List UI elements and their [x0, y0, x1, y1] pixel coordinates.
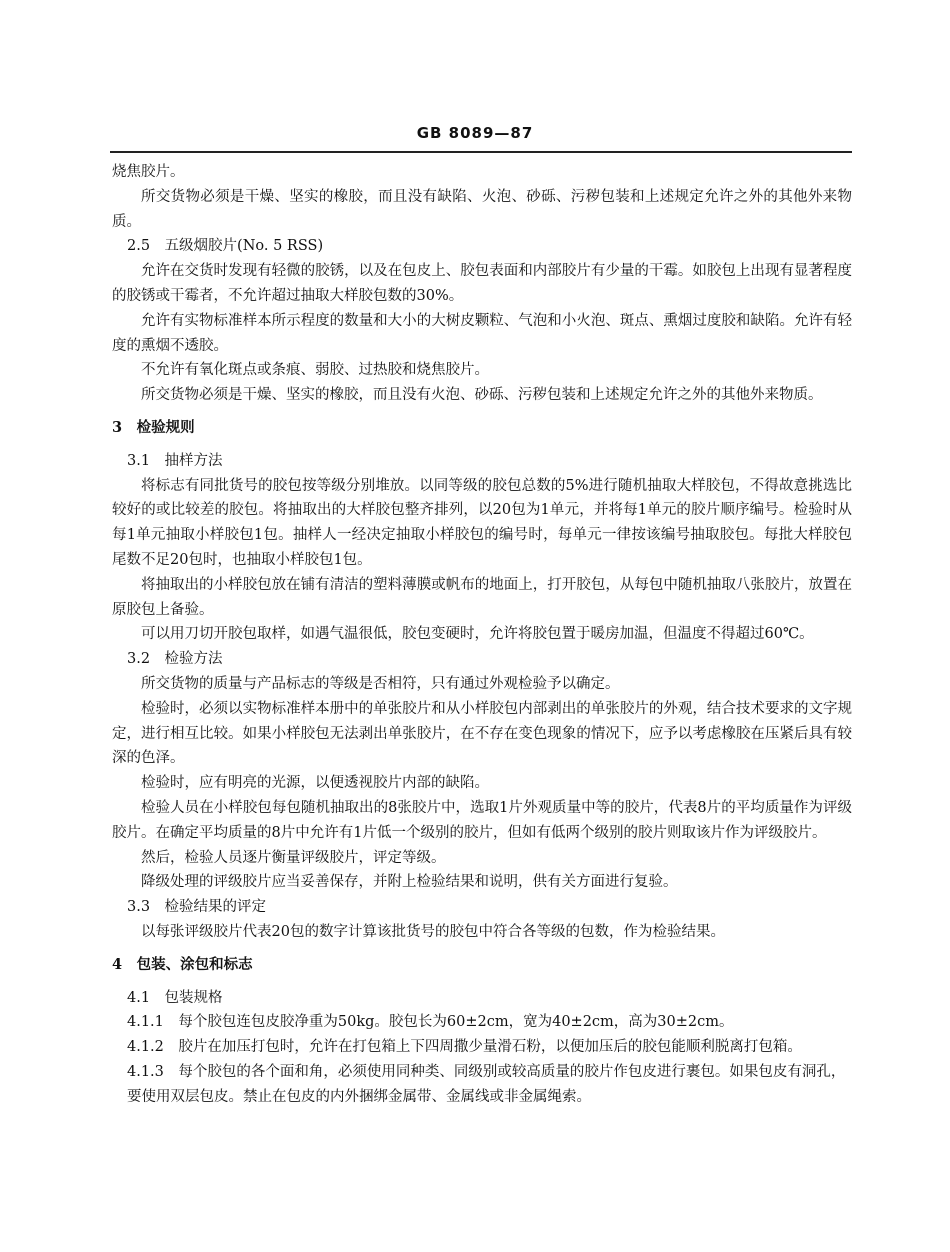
clause-paragraph: 4.1.1 每个胶包连包皮胶净重为50kg。胶包长为60±2cm，宽为40±2cm，高为30±2cm。 [127, 1014, 734, 1031]
body-paragraph: 允许在交货时发现有轻微的胶锈，以及在包皮上、胶包表面和内部胶片有少量的干霉。如胶包上出现有显著程度的胶锈或干霉者，不允许超过抽取大样胶包数的30%。 [112, 263, 852, 304]
clause-paragraph: 3.2 检验方法 [127, 651, 223, 668]
clause-paragraph: 3.3 检验结果的评定 [127, 899, 267, 916]
body-paragraph: 所交货物必须是干燥、坚实的橡胶，而且没有缺陷、火泡、砂砾、污秽包装和上述规定允许之外的其他外来物质。 [112, 188, 852, 230]
clause-paragraph: 4.1.2 胶片在加压打包时，允许在打包箱上下四周撒少量滑石粉，以便加压后的胶包能顺利脱离打包箱。 [127, 1039, 802, 1056]
clause-paragraph: 2.5 五级烟胶片(No. 5 RSS) [127, 238, 324, 255]
clause-paragraph: 4.1.3 每个胶包的各个面和角，必须使用同种类、同级别或较高质量的胶片作包皮进行裹包。如果包皮有洞孔，要使用双层包皮。禁止在包皮的内外捆绑金属带、金属线或非金属绳索。 [127, 1063, 846, 1105]
body-paragraph: 检验时，必须以实物标准样本册中的单张胶片和从小样胶包内部剥出的单张胶片的外观，结合技术要求的文字规定，进行相互比较。如果小样胶包无法剥出单张胶片，在不存在变色现象的情况下，应予以考虑橡胶在压紧后具有较深的色泽。 [112, 700, 852, 767]
body-paragraph: 所交货物的质量与产品标志的等级是否相符，只有通过外观检验予以确定。 [141, 675, 620, 692]
clause-paragraph: 3.1 抽样方法 [127, 452, 223, 469]
clause-paragraph: 4.1 包装规格 [127, 989, 223, 1006]
body-paragraph: 不允许有氧化斑点或条痕、弱胶、过热胶和烧焦胶片。 [141, 362, 489, 379]
body-paragraph: 将抽取出的小样胶包放在铺有清洁的塑料薄膜或帆布的地面上，打开胶包，从每包中随机抽取八张胶片，放置在原胶包上备验。 [112, 576, 852, 618]
section-heading: 4 包装、涂包和标志 [112, 955, 253, 973]
body-paragraph: 所交货物必须是干燥、坚实的橡胶，而且没有火泡、砂砾、污秽包装和上述规定允许之外的其他外来物质。 [141, 387, 823, 404]
document-body [112, 160, 852, 1109]
body-paragraph: 烧焦胶片。 [112, 164, 185, 180]
body-paragraph: 可以用刀切开胶包取样，如遇气温很低，胶包变硬时，允许将胶包置于暖房加温，但温度不得超过60℃。 [141, 626, 814, 643]
body-paragraph: 检验人员在小样胶包每包随机抽取出的8张胶片中，选取1片外观质量中等的胶片，代表8片的平均质量作为评级胶片。在确定平均质量的8片中允许有1片低一个级别的胶片，但如有低两个级别的胶片则取该片作为评级胶片。 [112, 799, 852, 841]
body-paragraph: 然后，检验人员逐片衡量评级胶片，评定等级。 [141, 849, 446, 866]
standard-code-header: GB 8089—87 [416, 124, 534, 142]
body-paragraph: 降级处理的评级胶片应当妥善保存，并附上检验结果和说明，供有关方面进行复验。 [141, 874, 678, 891]
body-paragraph: 允许有实物标准样本所示程度的数量和大小的大树皮颗粒、气泡和小火泡、斑点、熏烟过度胶和缺陷。允许有轻度的熏烟不透胶。 [112, 312, 852, 354]
header-rule [110, 151, 852, 153]
body-paragraph: 以每张评级胶片代表20包的数字计算该批货号的胶包中符合各等级的包数，作为检验结果。 [141, 923, 725, 940]
body-paragraph: 将标志有同批货号的胶包按等级分别堆放。以同等级的胶包总数的5%进行随机抽取大样胶包，不得故意挑选比较好的或比较差的胶包。将抽取出的大样胶包整齐排列，以20包为1单元，并将每1单元的胶片顺序编号。检验时从每1单元抽取小样胶包1包。抽样人一经决定抽取小样胶包的编号时，每单元一律按该编号抽取胶包。每批大样胶包尾数不足20包时，也抽取小样胶包1包。 [112, 477, 852, 568]
section-heading: 3 检验规则 [112, 418, 195, 436]
body-paragraph: 检验时，应有明亮的光源，以便透视胶片内部的缺陷。 [141, 775, 489, 792]
